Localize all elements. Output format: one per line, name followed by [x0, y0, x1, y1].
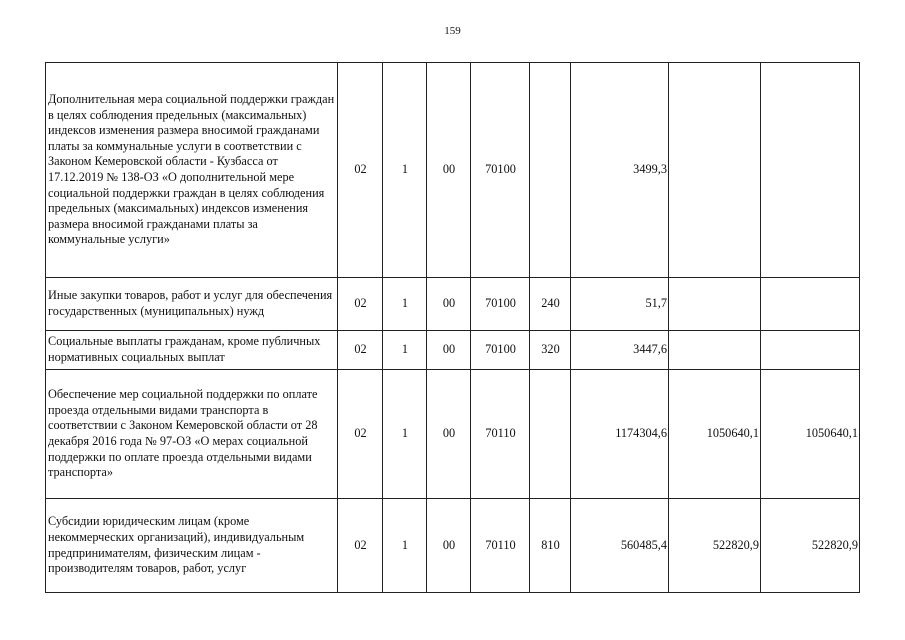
direction-code: 70110: [471, 370, 530, 499]
direction-code: 70100: [471, 63, 530, 278]
expense-type-code: [530, 63, 571, 278]
section-code: 02: [338, 278, 383, 331]
amount-year-1: 3447,6: [571, 331, 669, 370]
table-row: [46, 63, 860, 278]
program-code: 1: [383, 499, 427, 593]
expense-type-code: 240: [530, 278, 571, 331]
row-description: Дополнительная мера социальной поддержки граждан в целях соблюдения предельных (максимальных) индексов изменения размера вносимой гражданами платы за коммунальные услуги в соответствии с Законом Кемеровской области - Кузбасса от 17.12.2019 № 138-ОЗ «О дополнительной мере социальной поддержки граждан в целях соблюдения предельных (максимальных) индексов изменения размера вносимой гражданами платы за коммунальные услуги»: [46, 63, 338, 278]
subprogram-code: 00: [427, 370, 471, 499]
subprogram-code: 00: [427, 499, 471, 593]
budget-table: [45, 62, 860, 593]
program-code: 1: [383, 370, 427, 499]
expense-type-code: [530, 370, 571, 499]
row-description: Субсидии юридическим лицам (кроме некоммерческих организаций), индивидуальным предпринимателям, физическим лицам - производителям товаров, работ, услуг: [46, 499, 338, 593]
section-code: 02: [338, 370, 383, 499]
program-code: 1: [383, 63, 427, 278]
amount-year-3: [761, 278, 860, 331]
program-code: 1: [383, 331, 427, 370]
row-description: Иные закупки товаров, работ и услуг для обеспечения государственных (муниципальных) нужд: [46, 278, 338, 331]
amount-year-1: 560485,4: [571, 499, 669, 593]
subprogram-code: 00: [427, 63, 471, 278]
table-row: [46, 499, 860, 593]
section-code: 02: [338, 499, 383, 593]
expense-type-code: 810: [530, 499, 571, 593]
section-code: 02: [338, 63, 383, 278]
table-row: [46, 278, 860, 331]
subprogram-code: 00: [427, 278, 471, 331]
amount-year-2: 1050640,1: [669, 370, 761, 499]
table-row: [46, 370, 860, 499]
amount-year-1: 3499,3: [571, 63, 669, 278]
amount-year-3: 522820,9: [761, 499, 860, 593]
amount-year-1: 1174304,6: [571, 370, 669, 499]
amount-year-2: [669, 278, 761, 331]
page-number: 159: [444, 25, 461, 37]
program-code: 1: [383, 278, 427, 331]
row-description: Социальные выплаты гражданам, кроме публичных нормативных социальных выплат: [46, 331, 338, 370]
direction-code: 70100: [471, 331, 530, 370]
amount-year-2: 522820,9: [669, 499, 761, 593]
amount-year-3: [761, 63, 860, 278]
section-code: 02: [338, 331, 383, 370]
amount-year-2: [669, 331, 761, 370]
amount-year-2: [669, 63, 761, 278]
amount-year-3: 1050640,1: [761, 370, 860, 499]
direction-code: 70100: [471, 278, 530, 331]
expense-type-code: 320: [530, 331, 571, 370]
row-description: Обеспечение мер социальной поддержки по оплате проезда отдельными видами транспорта в соответствии с Законом Кемеровской области от 28 декабря 2016 года № 97-ОЗ «О мерах социальной поддержки по оплате проезда отдельными видами транспорта»: [46, 370, 338, 499]
amount-year-1: 51,7: [571, 278, 669, 331]
direction-code: 70110: [471, 499, 530, 593]
table-row: [46, 331, 860, 370]
amount-year-3: [761, 331, 860, 370]
subprogram-code: 00: [427, 331, 471, 370]
